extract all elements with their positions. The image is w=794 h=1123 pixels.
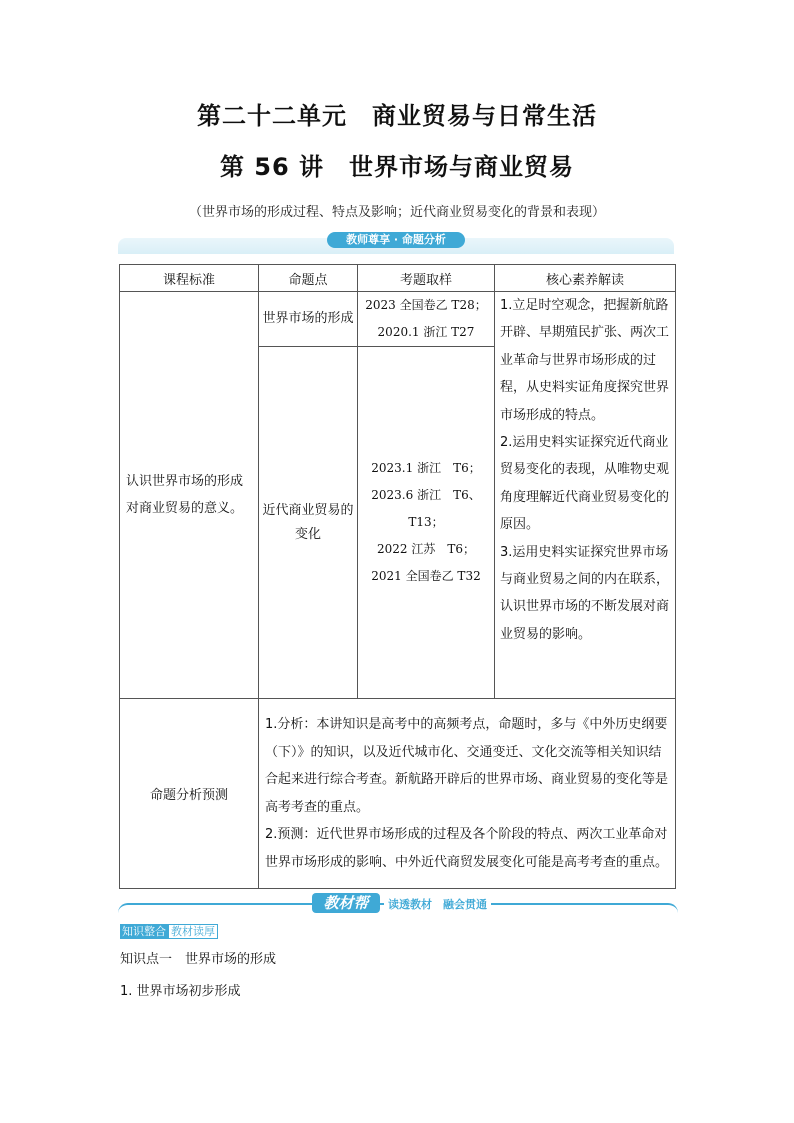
section-tag-secondary: 教材读厚 [168,924,218,939]
core-literacy-cell [495,292,676,699]
teacher-banner-label: 教师尊享 · 命题分析 [327,232,465,248]
exam-cell [358,292,495,347]
knowledge-point-heading: 知识点一 世界市场的形成 [120,952,277,967]
core-literacy-item: 1.立足时空观念，把握新航路开辟、早期殖民扩张、两次工业革命与世界市场形成的过程，从史料实证角度探究世界市场形成的特点。 [500,298,670,423]
header-core: 核心素养解读 [495,265,676,292]
header-exam: 考题取样 [358,265,495,292]
exam-item: 2023.6 浙江 T6、 [371,488,481,502]
topic-cell [259,347,358,699]
analysis-label: 命题分析预测 [149,788,228,803]
analysis-label-cell [120,699,259,889]
core-literacy-item: 3.运用史料实证探究世界市场与商业贸易之间的内在联系，认识世界市场的不断发展对商业贸易的影响。 [500,544,670,642]
header-topic: 命题点 [259,265,358,292]
lecture-subtitle: （世界市场的形成过程、特点及影响；近代商业贸易变化的背景和表现） [188,205,605,220]
exam-item: 2023.1 浙江 T6； [371,461,481,475]
exam-item: 2021 全国卷乙 T32 [371,569,481,583]
topic-text: 近代商业贸易的变化 [262,502,354,542]
table-row [120,699,676,889]
lecture-title: 第 56 讲 世界市场与商业贸易 [219,153,575,181]
core-literacy-item: 2.运用史料实证探究近代商业贸易变化的表现，从唯物史观角度理解近代商业贸易变化的原因。 [500,435,670,533]
analysis-item: 1.分析：本讲知识是高考中的高频考点，命题时，多与《中外历史纲要（下）》的知识，以及近代城市化、交通变迁、文化交流等相关知识结合起来进行综合考查。新航路开辟后的世界市场、商业贸易的变化等是高考考查的重点。 [265,717,669,815]
table-header-row [120,265,676,292]
curriculum-standard-text: 认识世界市场的形成对商业贸易的意义。 [126,474,244,516]
topic-text: 世界市场的形成 [262,311,354,326]
textbook-banner-slogan: 读透教材 融会贯通 [384,896,491,912]
exam-cell [358,347,495,699]
textbook-banner-tag: 教材帮 [312,893,380,913]
analysis-item: 2.预测：近代世界市场形成的过程及各个阶段的特点、两次工业革命对世界市场形成的影响、中外近代商贸发展变化可能是高考考查的重点。 [265,827,669,870]
table-row [120,292,676,347]
header-standard: 课程标准 [120,265,259,292]
exam-item: 2023 全国卷乙 T28； [365,298,487,312]
teacher-banner [118,232,674,254]
topic-cell [259,292,358,347]
section-tag-primary: 知识整合 [122,925,166,938]
knowledge-point-item: 1. 世界市场初步形成 [120,984,241,999]
analysis-cell [259,699,676,889]
section-tag [120,924,218,939]
unit-title: 第二十二单元 商业贸易与日常生活 [197,102,597,130]
exam-item: 2020.1 浙江 T27 [377,325,475,339]
proposition-table [119,264,676,889]
curriculum-standard-cell [120,292,259,699]
textbook-banner [118,893,678,917]
exam-item: T13； [408,515,444,529]
exam-item: 2022 江苏 T6； [377,542,475,556]
